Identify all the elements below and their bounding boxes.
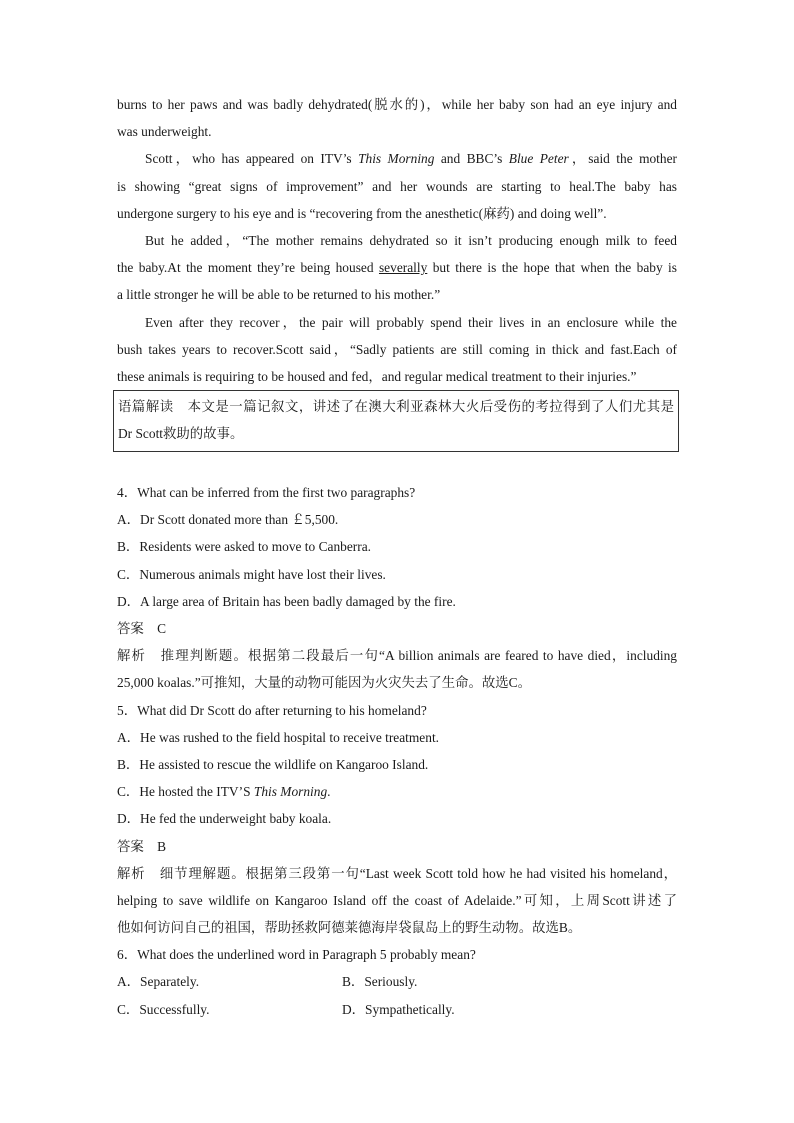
question-text: 5．What did Dr Scott do after returning to his homeland? (117, 702, 427, 718)
show-title: This Morning (253, 784, 328, 800)
question-4 (117, 479, 677, 697)
answer: 答案 C (117, 621, 167, 636)
summary-line: 语篇解读 本文是一篇记叙文，讲述了在澳大利亚森林大火后受伤的考拉得到了人们尤其是 (118, 399, 674, 415)
analysis-line: helping to save wildlife on Kangaroo Island off the coast of Adelaide.”可知，上周Scott讲述了 (117, 892, 677, 908)
summary-line: Dr Scott救助的故事。 (118, 426, 244, 442)
question-text: 4．What can be inferred from the first two paragraphs? (117, 485, 416, 501)
analysis-line: 解析 细节理解题。根据第三段第一句“Last week Scott told how he had visited his homeland， (117, 865, 677, 881)
option-row (117, 996, 677, 1023)
question-5 (117, 697, 677, 942)
analysis-line: 解析 推理判断题。根据第二段最后一句“A billion animals are feared to have died，including (117, 648, 677, 664)
option: A．Dr Scott donated more than ￡5,500. (117, 512, 339, 528)
paragraph-line: Scott，who has appeared on ITV’s This Morning and BBC’s Blue Peter，said the mother (145, 151, 678, 167)
paragraph-line: burns to her paws and was badly dehydrated(脱水的)，while her baby son had an eye injury and (117, 97, 677, 112)
paragraph-line: But he added，“The mother remains dehydrated so it isn’t producing enough milk to feed (145, 232, 677, 248)
option: B．He assisted to rescue the wildlife on Kangaroo Island. (117, 756, 429, 772)
paragraph-line: bush takes years to recover.Scott said，“Sadly patients are still coming in thick and fast.Each of (117, 341, 677, 357)
option: C．Numerous animals might have lost their lives. (117, 566, 386, 582)
analysis-line: 25,000 koalas.”可推知，大量的动物可能因为火灾失去了生命。故选C。 (117, 675, 531, 691)
passage (117, 91, 677, 390)
answer: 答案 B (117, 838, 167, 854)
option-row (117, 968, 677, 995)
question-text: 6．What does the underlined word in Paragraph 5 probably mean? (117, 947, 476, 963)
document-page (117, 91, 677, 1023)
summary-box (113, 390, 679, 452)
option: C．He hosted the ITV’S This Morning. (117, 784, 331, 800)
paragraph-line: a little stronger he will be able to be returned to his mother.” (117, 287, 441, 303)
option: D．Sympathetically. (342, 1001, 455, 1017)
paragraph-line: undergone surgery to his eye and is “recovering from the anesthetic(麻药) and doing well”. (117, 205, 607, 221)
paragraph-line: is showing “great signs of improvement” and her wounds are starting to heal.The baby has (117, 178, 677, 194)
underlined-word: severally (378, 260, 428, 276)
option: B．Residents were asked to move to Canberra. (117, 539, 371, 555)
option: A．Separately. (117, 974, 200, 990)
option: D．He fed the underweight baby koala. (117, 811, 332, 827)
analysis-line: 他如何访问自己的祖国，帮助拯救阿德莱德海岸袋鼠岛上的野生动物。故选B。 (117, 920, 582, 936)
show-title: This Morning (358, 151, 435, 167)
option: A．He was rushed to the field hospital to receive treatment. (117, 729, 440, 745)
question-6 (117, 941, 677, 1023)
option: C．Successfully. (117, 1001, 210, 1017)
paragraph-line: was underweight. (117, 124, 212, 140)
paragraph-line: Even after they recover，the pair will probably spend their lives in an enclosure while the (145, 314, 677, 330)
option: D．A large area of Britain has been badly damaged by the fire. (117, 593, 456, 609)
paragraph-line: these animals is requiring to be housed and fed，and regular medical treatment to their injuries.” (117, 368, 637, 384)
paragraph-line: the baby.At the moment they’re being housed severally but there is the hope that when the baby is (117, 260, 677, 276)
option: B．Seriously. (342, 974, 418, 990)
show-title: Blue Peter (508, 151, 569, 167)
